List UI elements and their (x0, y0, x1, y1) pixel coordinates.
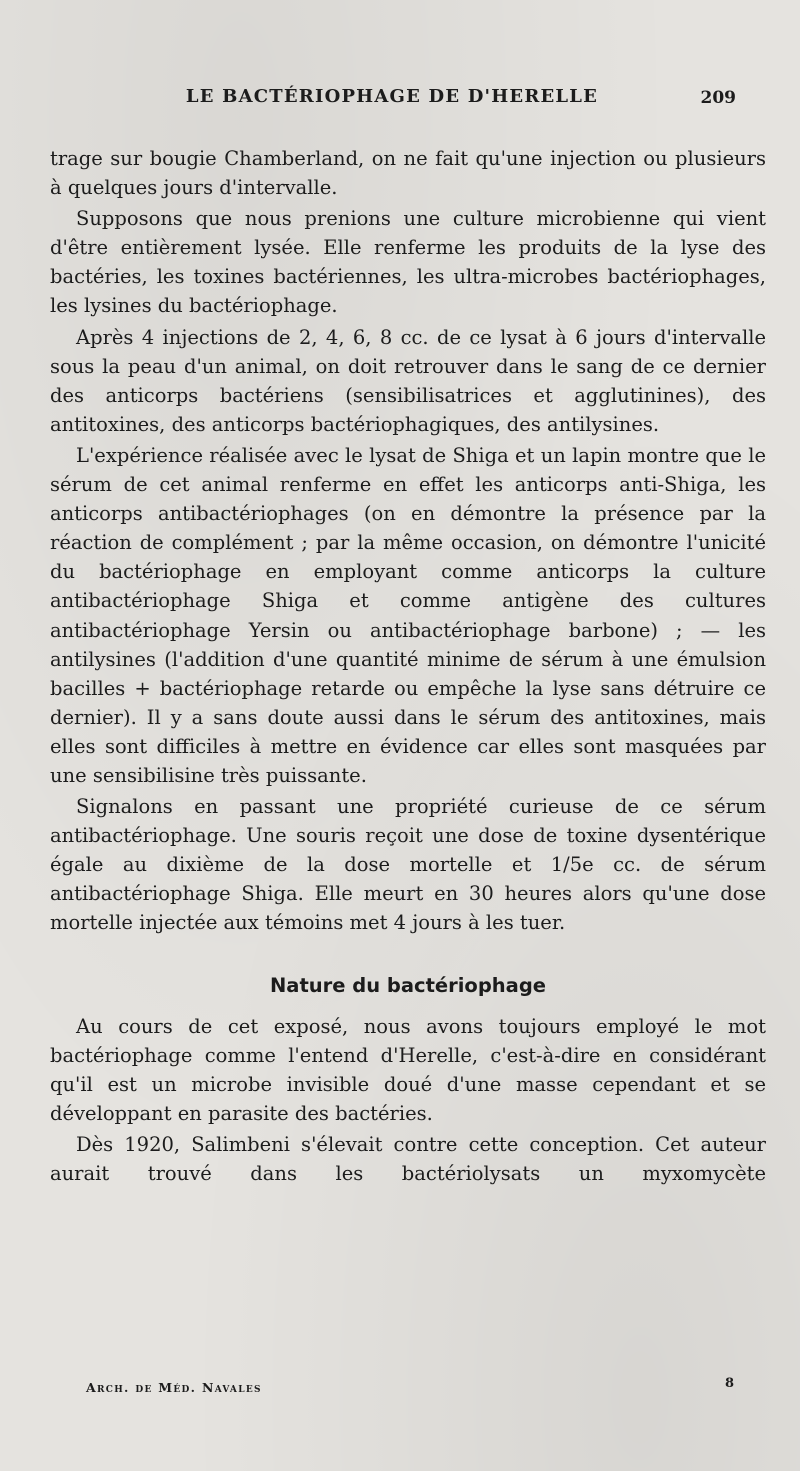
paragraph-experience-shiga: L'expérience réalisée avec le lysat de Shiga et un lapin montre que le sérum de cet animal renferme en effet les anticorps anti-Shiga, les anticorps antibactériophages (on en démontre la présence par la réaction de complément ; par la même occasion, on démontre l'unicité du bactériophage en employant comme anticorps la culture antibactériophage Shiga et comme antigène des cultures antibactériophage Yersin ou antibactériophage barbone) ; — les antilysines (l'addition d'une quantité minime de sérum à une émulsion bacilles + bactériophage retarde ou empêche la lyse sans détruire ce dernier). Il y a sans doute aussi dans le sérum des antitoxines, mais elles sont difficiles à mettre en évidence car elles sont masquées par une sensibilisine très puissante. (50, 443, 766, 787)
paragraph-salimbeni: Dès 1920, Salimbeni s'élevait contre cette conception. Cet auteur aurait trouvé dans les bactériolysats un myxomycète (50, 1132, 766, 1185)
page-number: 209 (700, 88, 736, 108)
paragraph-continuation: trage sur bougie Chamberland, on ne fait qu'une injection ou plusieurs à quelques jours d'intervalle. (50, 147, 766, 200)
paragraph-injections: Après 4 injections de 2, 4, 6, 8 cc. de ce lysat à 6 jours d'intervalle sous la peau d'un animal, on doit retrouver dans le sang de ce dernier des anticorps bactériens (sensibilisatrices et agglutinines), des antitoxines, des anticorps bactériophagiques, des antilysines. (50, 325, 766, 436)
journal-footer: Arch. de Méd. Navales (86, 1380, 262, 1395)
paragraph-serum-property: Signalons en passant une propriété curieuse de ce sérum antibactériophage. Une souris reçoit une dose de toxine dysentérique égale au dixième de la dose mortelle et 1/5e cc. de sérum antibactériophage Shiga. Elle meurt en 30 heures alors qu'une dose mortelle injectée aux témoins met 4 jours à les tuer. (50, 795, 766, 935)
section-title: Nature du bactériophage (269, 973, 547, 997)
paragraph-culture-lysee: Supposons que nous prenions une culture microbienne qui vient d'être entièrement lysée. Elle renferme les produits de la lyse des bactéries, les toxines bactériennes, les ultra-microbes bactériophages, les lysines du bactériophage. (50, 207, 766, 318)
running-head: LE BACTÉRIOPHAGE DE D'HERELLE (185, 86, 599, 107)
paragraph-nature: Au cours de cet exposé, nous avons toujours employé le mot bactériophage comme l'entend d'Herelle, c'est-à-dire en considérant qu'il est un microbe invisible doué d'une masse cependant et se développant en parasite des bactéries. (50, 1014, 766, 1125)
signature-mark: 8 (724, 1376, 734, 1391)
body-text (50, 144, 766, 1188)
